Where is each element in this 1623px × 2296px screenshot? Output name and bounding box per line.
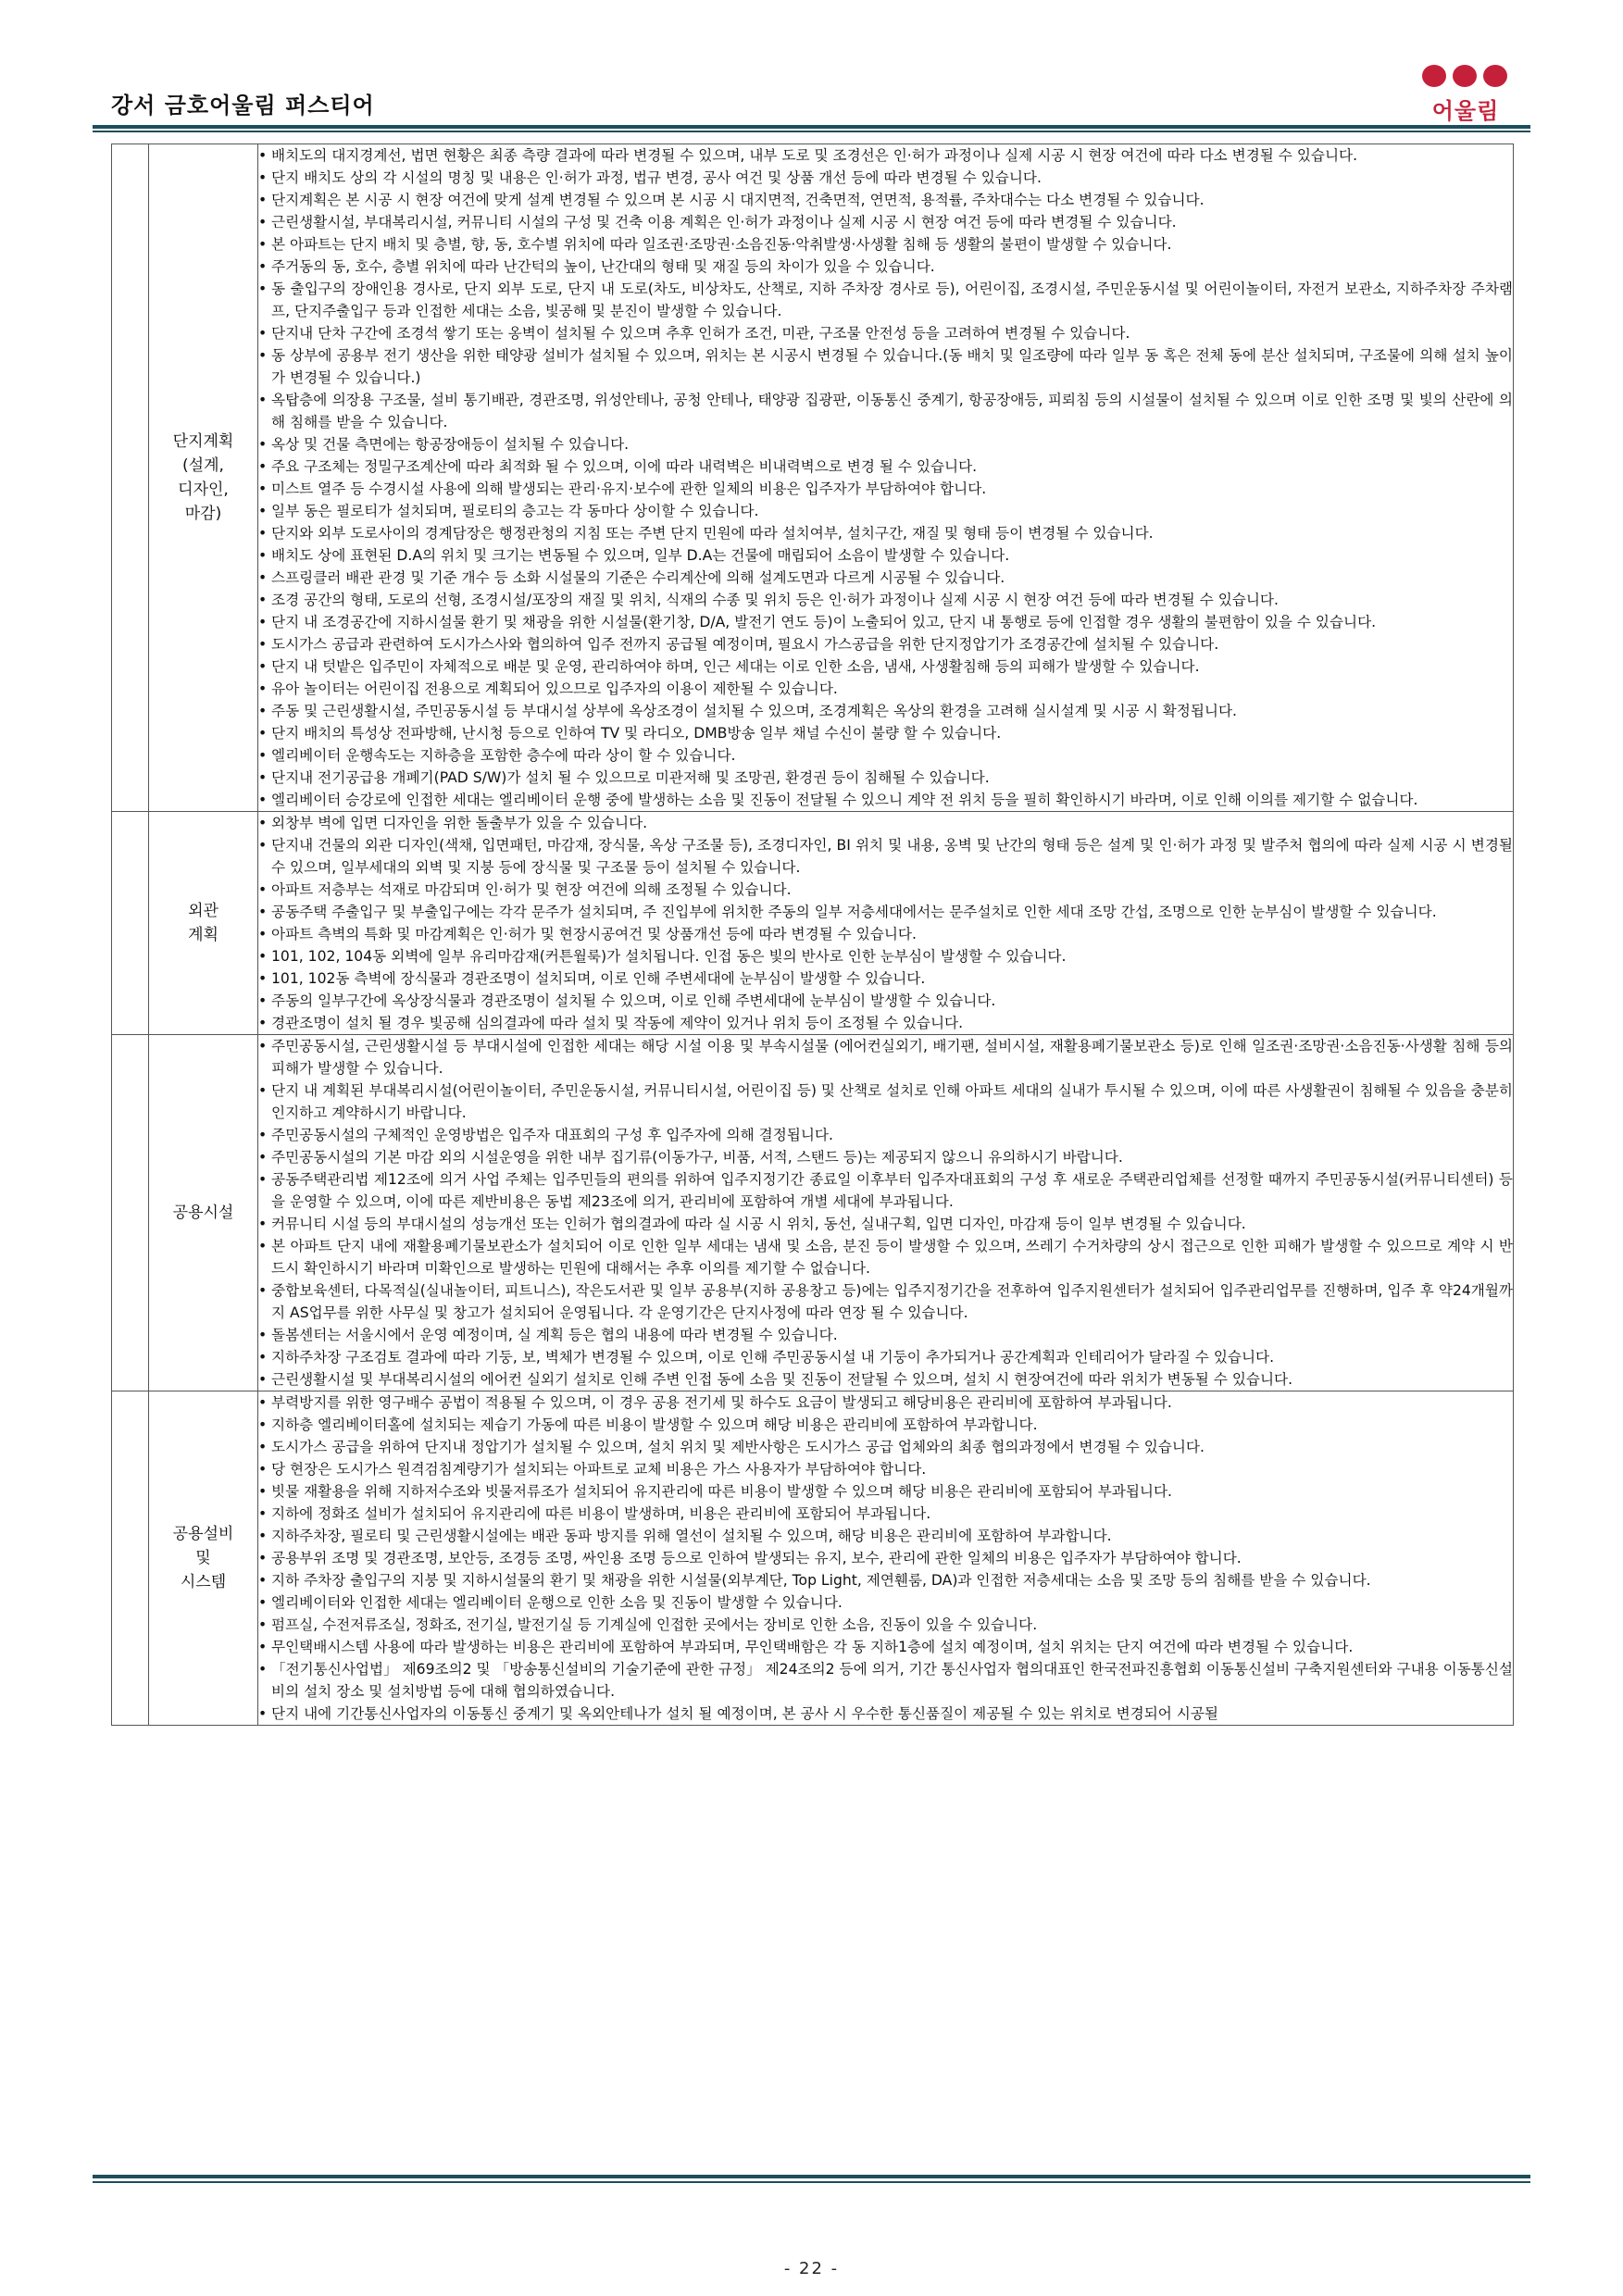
bullet-item: • 101, 102동 측벽에 장식물과 경관조명이 설치되며, 이로 인해 주변세대에 눈부심이 발생할 수 있습니다. (258, 967, 1513, 990)
section-items (258, 1391, 1514, 1726)
bullet-item: • 주민공동시설, 근린생활시설 등 부대시설에 인접한 세대는 해당 시설 이용 및 부속시설물 (에어컨실외기, 배기팬, 설비시설, 재활용폐기물보관소 등)로 인해 일조권·조망권·소음진동·사생활 침해 등의 피해가 발생할 수 있습니다. (258, 1035, 1513, 1079)
bullet-item: • 단지 내 조경공간에 지하시설물 환기 및 채광을 위한 시설물(환기창, D/A, 발전기 연도 등)이 노출되어 있고, 단지 내 통행로 등에 인접할 경우 생활의 불편함이 있을 수 있습니다. (258, 611, 1513, 633)
bullet-item: • 지하주차장, 필로티 및 근린생활시설에는 배관 동파 방지를 위해 열선이 설치될 수 있으며, 해당 비용은 관리비에 포함하여 부과합니다. (258, 1525, 1513, 1547)
bullet-item: • 공동주택관리법 제12조에 의거 사업 주체는 입주민들의 편의를 위하여 입주지정기간 종료일 이후부터 입주자대표회의 구성 후 새로운 주택관리업체를 선정할 때까지 주민공동시설(커뮤니티센터) 등을 운영할 수 있으며, 이에 따른 제반비용은 동법 제23조에 의거, 관리비에 포함하여 개별 세대에 부과됩니다. (258, 1168, 1513, 1213)
header-rule-thin (93, 131, 1530, 132)
bullet-item: • 부력방지를 위한 영구배수 공법이 적용될 수 있으며, 이 경우 공용 전기세 및 하수도 요금이 발생되고 해당비용은 관리비에 포함하여 부과됩니다. (258, 1391, 1513, 1414)
bullet-item: • 101, 102, 104동 외벽에 일부 유리마감재(커튼월룩)가 설치됩니다. 인접 동은 빛의 반사로 인한 눈부심이 발생할 수 있습니다. (258, 945, 1513, 967)
bullet-item: • 본 아파트 단지 내에 재활용폐기물보관소가 설치되어 이로 인한 일부 세대는 냄새 및 소음, 분진 등이 발생할 수 있으며, 쓰레기 수거차량의 상시 접근으로 인한 피해가 발생할 수 있으므로 계약 시 반드시 확인하시기 바라며 미확인으로 발생하는 민원에 대해서는 추후 이의를 제기할 수 없습니다. (258, 1235, 1513, 1279)
section-category: 단지계획 (설계, 디자인, 마감) (149, 144, 258, 812)
blank-cell (112, 144, 149, 812)
bullet-list (258, 1391, 1513, 1725)
bullet-item: • 근린생활시설 및 부대복리시설의 에어컨 실외기 설치로 인해 주변 인접 동에 소음 및 진동이 전달될 수 있으며, 설치 시 현장여건에 따라 위치가 변동될 수 있습니다. (258, 1368, 1513, 1391)
bullet-item: • 주요 구조체는 정밀구조계산에 따라 최적화 될 수 있으며, 이에 따라 내력벽은 비내력벽으로 변경 될 수 있습니다. (258, 455, 1513, 478)
bullet-item: • 공동주택 주출입구 및 부출입구에는 각각 문주가 설치되며, 주 진입부에 위치한 주동의 일부 저층세대에서는 문주설치로 인한 세대 조망 간섭, 조명으로 인한 눈부심이 발생할 수 있습니다. (258, 901, 1513, 923)
bullet-item: • 근린생활시설, 부대복리시설, 커뮤니티 시설의 구성 및 건축 이용 계획은 인·허가 과정이나 실제 시공 시 현장 여건 등에 따라 변경될 수 있습니다. (258, 211, 1513, 233)
bullet-item: • 단지 배치의 특성상 전파방해, 난시청 등으로 인하여 TV 및 라디오, DMB방송 일부 채널 수신이 불량 할 수 있습니다. (258, 722, 1513, 744)
section-category: 외관 계획 (149, 812, 258, 1035)
bullet-item: • 지하 주차장 출입구의 지붕 및 지하시설물의 환기 및 채광을 위한 시설물(외부계단, Top Light, 제연휀룸, DA)과 인접한 저층세대는 소음 및 조망 등의 침해를 받을 수 있습니다. (258, 1569, 1513, 1591)
bullet-item: • 단지내 전기공급용 개폐기(PAD S/W)가 설치 될 수 있으므로 미관저해 및 조망권, 환경권 등이 침해될 수 있습니다. (258, 767, 1513, 789)
bullet-item: • 스프링클러 배관 관경 및 기준 개수 등 소화 시설물의 기준은 수리계산에 의해 설계도면과 다르게 시공될 수 있습니다. (258, 567, 1513, 589)
bullet-item: • 중합보육센터, 다목적실(실내놀이터, 피트니스), 작은도서관 및 일부 공용부(지하 공용창고 등)에는 입주지정기간을 전후하여 입주지원센터가 설치되어 입주관리업무를 진행하며, 입주 후 약24개월까지 AS업무를 위한 사무실 및 창고가 설치되어 운영됩니다. 각 운영기간은 단지사정에 따라 연장 될 수 있습니다. (258, 1279, 1513, 1324)
blank-cell (112, 1391, 149, 1726)
bullet-list (258, 144, 1513, 811)
bullet-item: • 엘리베이터와 인접한 세대는 엘리베이터 운행으로 인한 소음 및 진동이 발생할 수 있습니다. (258, 1591, 1513, 1614)
bullet-item: • 단지 내 계획된 부대복리시설(어린이놀이터, 주민운동시설, 커뮤니티시설, 어린이집 등) 및 산책로 설치로 인해 아파트 세대의 실내가 투시될 수 있으며, 이에 따른 사생활권이 침해될 수 있음을 충분히 인지하고 계약하시기 바랍니다. (258, 1079, 1513, 1124)
notice-table (111, 144, 1514, 1726)
bullet-item: • 주동의 일부구간에 옥상장식물과 경관조명이 설치될 수 있으며, 이로 인해 주변세대에 눈부심이 발생할 수 있습니다. (258, 990, 1513, 1012)
bullet-item: • 엘리베이터 승강로에 인접한 세대는 엘리베이터 운행 중에 발생하는 소음 및 진동이 전달될 수 있으니 계약 전 위치 등을 필히 확인하시기 바라며, 이로 인해 이의를 제기할 수 없습니다. (258, 789, 1513, 811)
section-items (258, 144, 1514, 812)
bullet-item: • 돌봄센터는 서울시에서 운영 예정이며, 실 계획 등은 협의 내용에 따라 변경될 수 있습니다. (258, 1324, 1513, 1346)
bullet-item: • 공용부위 조명 및 경관조명, 보안등, 조경등 조명, 싸인용 조명 등으로 인하여 발생되는 유지, 보수, 관리에 관한 일체의 비용은 입주자가 부담하여야 합니다. (258, 1547, 1513, 1569)
section-items (258, 1035, 1514, 1391)
section-category: 공용설비 및 시스템 (149, 1391, 258, 1726)
bullet-item: • 배치도의 대지경계선, 법면 현황은 최종 측량 결과에 따라 변경될 수 있으며, 내부 도로 및 조경선은 인·허가 과정이나 실제 시공 시 현장 여건에 따라 다소 변경될 수 있습니다. (258, 144, 1513, 167)
bullet-item: • 일부 동은 필로티가 설치되며, 필로티의 층고는 각 동마다 상이할 수 있습니다. (258, 500, 1513, 522)
bullet-item: • 경관조명이 설치 될 경우 빛공해 심의결과에 따라 설치 및 작동에 제약이 있거나 위치 등이 조정될 수 있습니다. (258, 1012, 1513, 1034)
bullet-item: • 단지내 단차 구간에 조경석 쌓기 또는 옹벽이 설치될 수 있으며 추후 인허가 조건, 미관, 구조물 안전성 등을 고려하여 변경될 수 있습니다. (258, 322, 1513, 344)
bullet-item: • 주거동의 동, 호수, 층별 위치에 따라 난간턱의 높이, 난간대의 형태 및 재질 등의 차이가 있을 수 있습니다. (258, 256, 1513, 278)
section-row (112, 812, 1514, 1035)
section-row (112, 1391, 1514, 1726)
bullet-item: • 아파트 저층부는 석재로 마감되며 인·허가 및 현장 여건에 의해 조정될 수 있습니다. (258, 879, 1513, 901)
bullet-item: • 주민공동시설의 기본 마감 외의 시설운영을 위한 내부 집기류(이동가구, 비품, 서적, 스탠드 등)는 제공되지 않으니 유의하시기 바랍니다. (258, 1146, 1513, 1168)
bullet-item: • 당 현장은 도시가스 원격검침계량기가 설치되는 아파트로 교체 비용은 가스 사용자가 부담하여야 합니다. (258, 1458, 1513, 1480)
section-row (112, 144, 1514, 812)
bullet-item: • 커뮤니티 시설 등의 부대시설의 성능개선 또는 인허가 협의결과에 따라 실 시공 시 위치, 동선, 실내구획, 입면 디자인, 마감재 등이 일부 변경될 수 있습니다. (258, 1213, 1513, 1235)
bullet-item: • 주동 및 근린생활시설, 주민공동시설 등 부대시설 상부에 옥상조경이 설치될 수 있으며, 조경계획은 옥상의 환경을 고려해 실시설계 및 시공 시 확정됩니다. (258, 700, 1513, 722)
section-items (258, 812, 1514, 1035)
logo-dot-icon (1422, 65, 1446, 87)
bullet-item: • 도시가스 공급과 관련하여 도시가스사와 협의하여 입주 전까지 공급될 예정이며, 필요시 가스공급을 위한 단지정압기가 조경공간에 설치될 수 있습니다. (258, 633, 1513, 655)
bullet-item: • 주민공동시설의 구체적인 운영방법은 입주자 대표회의 구성 후 입주자에 의해 결정됩니다. (258, 1124, 1513, 1146)
bullet-item: • 펌프실, 수전저류조실, 정화조, 전기실, 발전기실 등 기계실에 인접한 곳에서는 장비로 인한 소음, 진동이 있을 수 있습니다. (258, 1614, 1513, 1636)
section-row (112, 1035, 1514, 1391)
footer-rule-thin (93, 2181, 1530, 2183)
blank-cell (112, 812, 149, 1035)
bullet-item: • 단지 배치도 상의 각 시설의 명칭 및 내용은 인·허가 과정, 법규 변경, 공사 여건 및 상품 개선 등에 따라 변경될 수 있습니다. (258, 167, 1513, 189)
bullet-item: • 동 출입구의 장애인용 경사로, 단지 외부 도로, 단지 내 도로(차도, 비상차도, 산책로, 지하 주차장 경사로 등), 어린이집, 조경시설, 주민운동시설 및 어린이놀이터, 자전거 보관소, 지하주차장 주차램프, 단지주출입구 등과 인접한 세대는 소음, 빛공해 및 분진이 발생할 수 있습니다. (258, 278, 1513, 322)
bullet-item: • 동 상부에 공용부 전기 생산을 위한 태양광 설비가 설치될 수 있으며, 위치는 본 시공시 변경될 수 있습니다.(동 배치 및 일조량에 따라 일부 동 혹은 전체 동에 분산 설치되며, 구조물에 의해 설치 높이가 변경될 수 있습니다.) (258, 344, 1513, 389)
bullet-item: • 본 아파트는 단지 배치 및 층별, 향, 동, 호수별 위치에 따라 일조권·조망권·소음진동·악취발생·사생활 침해 등 생활의 불편이 발생할 수 있습니다. (258, 233, 1513, 256)
bullet-item: • 단지와 외부 도로사이의 경계담장은 행정관청의 지침 또는 주변 단지 민원에 따라 설치여부, 설치구간, 재질 및 형태 등이 변경될 수 있습니다. (258, 522, 1513, 544)
bullet-item: • 미스트 열주 등 수경시설 사용에 의해 발생되는 관리·유지·보수에 관한 일체의 비용은 입주자가 부담하여야 합니다. (258, 478, 1513, 500)
bullet-item: • 「전기통신사업법」 제69조의2 및 「방송통신설비의 기술기준에 관한 규정」 제24조의2 등에 의거, 기간 통신사업자 협의대표인 한국전파진흥협회 이동통신설비 구축지원센터와 구내용 이동통신설비의 설치 장소 및 설치방법 등에 대해 협의하였습니다. (258, 1658, 1513, 1703)
brand-logo (1419, 65, 1512, 130)
bullet-item: • 지하에 정화조 설비가 설치되어 유지관리에 따른 비용이 발생하며, 비용은 관리비에 포함되어 부과됩니다. (258, 1503, 1513, 1525)
bullet-list (258, 812, 1513, 1034)
bullet-item: • 도시가스 공급을 위하여 단지내 정압기가 설치될 수 있으며, 설치 위치 및 제반사항은 도시가스 공급 업체와의 최종 협의과정에서 변경될 수 있습니다. (258, 1436, 1513, 1458)
logo-text: 어울림 (1431, 98, 1500, 124)
section-category: 공용시설 (149, 1035, 258, 1391)
footer-rule (93, 2175, 1530, 2178)
bullet-item: • 조경 공간의 형태, 도로의 선형, 조경시설/포장의 재질 및 위치, 식재의 수종 및 위치 등은 인·허가 과정이나 실제 시공 시 현장 여건 등에 따라 변경될 수 있습니다. (258, 589, 1513, 611)
bullet-item: • 아파트 측벽의 특화 및 마감계획은 인·허가 및 현장시공여건 및 상품개선 등에 따라 변경될 수 있습니다. (258, 923, 1513, 945)
notice-table-body (112, 144, 1514, 1726)
bullet-item: • 유아 놀이터는 어린이집 전용으로 계획되어 있으므로 입주자의 이용이 제한될 수 있습니다. (258, 678, 1513, 700)
bullet-item: • 무인택배시스템 사용에 따라 발생하는 비용은 관리비에 포함하여 부과되며, 무인택배함은 각 동 지하1층에 설치 예정이며, 설치 위치는 단지 여건에 따라 변경될 수 있습니다. (258, 1636, 1513, 1658)
bullet-item: • 지하주차장 구조검토 결과에 따라 기둥, 보, 벽체가 변경될 수 있으며, 이로 인해 주민공동시설 내 기둥이 추가되거나 공간계획과 인테리어가 달라질 수 있습니다. (258, 1346, 1513, 1368)
bullet-item: • 단지 내 텃밭은 입주민이 자체적으로 배분 및 운영, 관리하여야 하며, 인근 세대는 이로 인한 소음, 냄새, 사생활침해 등의 피해가 발생할 수 있습니다. (258, 655, 1513, 678)
bullet-item: • 엘리베이터 운행속도는 지하층을 포함한 층수에 따라 상이 할 수 있습니다. (258, 744, 1513, 767)
logo-dot-icon (1453, 65, 1477, 87)
bullet-item: • 옥탑층에 의장용 구조물, 설비 통기배관, 경관조명, 위성안테나, 공청 안테나, 태양광 집광판, 이동통신 중계기, 항공장애등, 피뢰침 등의 시설물이 설치될 수 있으며 이로 인한 조명 및 빛의 산란에 의해 침해를 받을 수 있습니다. (258, 389, 1513, 433)
bullet-list (258, 1035, 1513, 1391)
bullet-item: • 단지내 건물의 외관 디자인(색채, 입면패턴, 마감재, 장식물, 옥상 구조물 등), 조경디자인, BI 위치 및 내용, 옹벽 및 난간의 형태 등은 설계 및 인·허가 과정 및 발주처 협의에 따라 실제 시공 시 변경될 수 있으며, 일부세대의 외벽 및 지붕 등에 장식물 및 구조물 등이 설치될 수 있습니다. (258, 834, 1513, 879)
page-number: - 22 - (783, 2259, 840, 2278)
bullet-item: • 빗물 재활용을 위해 지하저수조와 빗물저류조가 설치되어 유지관리에 따른 비용이 발생할 수 있으며 해당 비용은 관리비에 포함되어 부과됩니다. (258, 1480, 1513, 1503)
document-title: 강서 금호어울림 퍼스티어 (111, 93, 375, 119)
blank-cell (112, 1035, 149, 1391)
bullet-item: • 배치도 상에 표현된 D.A의 위치 및 크기는 변동될 수 있으며, 일부 D.A는 건물에 매립되어 소음이 발생할 수 있습니다. (258, 544, 1513, 567)
bullet-item: • 단지 내에 기간통신사업자의 이동통신 중계기 및 옥외안테나가 설치 될 예정이며, 본 공사 시 우수한 통신품질이 제공될 수 있는 위치로 변경되어 시공될 (258, 1703, 1513, 1725)
bullet-item: • 단지계획은 본 시공 시 현장 여건에 맞게 설계 변경될 수 있으며 본 시공 시 대지면적, 건축면적, 연면적, 용적률, 주차대수는 다소 변경될 수 있습니다. (258, 189, 1513, 211)
header-rule (93, 125, 1530, 129)
bullet-item: • 옥상 및 건물 측면에는 항공장애등이 설치될 수 있습니다. (258, 433, 1513, 455)
bullet-item: • 외창부 벽에 입면 디자인을 위한 돌출부가 있을 수 있습니다. (258, 812, 1513, 834)
logo-dot-icon (1483, 65, 1507, 87)
bullet-item: • 지하층 엘리베이터홀에 설치되는 제습기 가동에 따른 비용이 발생할 수 있으며 해당 비용은 관리비에 포함하여 부과합니다. (258, 1414, 1513, 1436)
